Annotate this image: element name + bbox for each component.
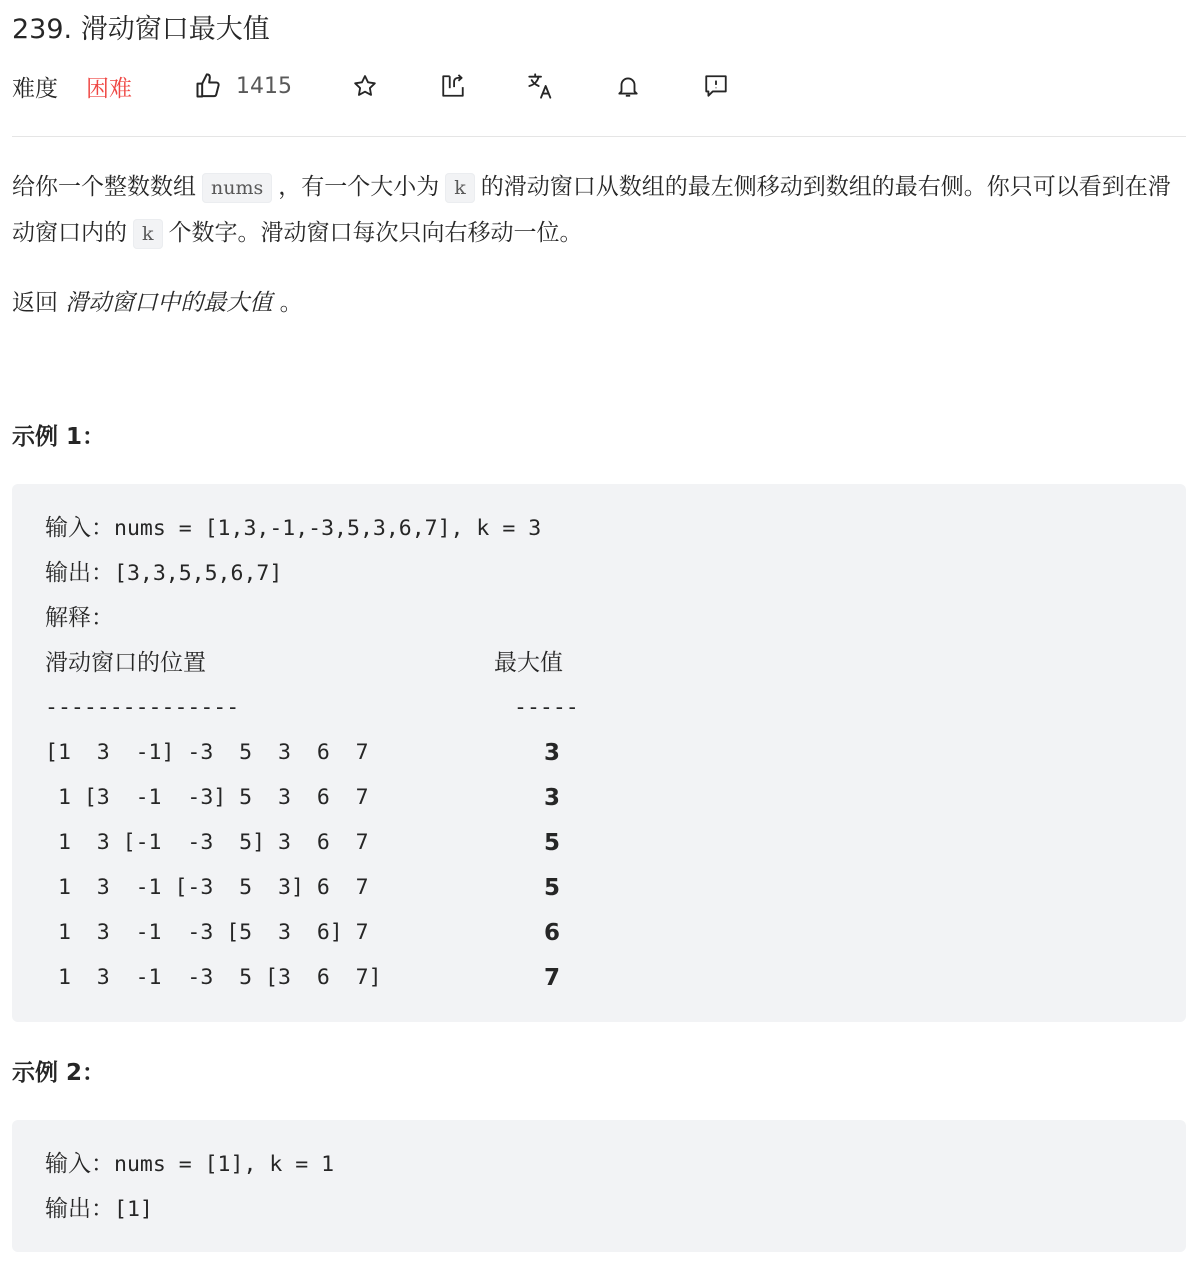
example-1-title: 示例 1：	[12, 424, 106, 450]
window-max: 3	[544, 785, 561, 811]
inline-code-nums: nums	[202, 173, 272, 203]
feedback-icon[interactable]	[700, 66, 732, 106]
inline-code-k: k	[133, 219, 163, 249]
example-2-code-block	[12, 1120, 1186, 1252]
window-max: 7	[544, 965, 561, 991]
window-row: [1 3 -1] -3 5 3 6 7	[45, 740, 369, 765]
example-1-code-block	[12, 484, 1186, 1022]
thumb-up-icon	[194, 72, 222, 100]
window-max: 6	[544, 920, 561, 946]
like-count: 1415	[236, 73, 292, 99]
share-icon[interactable]	[437, 66, 469, 106]
window-header-rule: ---------------	[45, 695, 240, 720]
window-max: 5	[544, 830, 561, 856]
like-button[interactable]	[194, 66, 292, 106]
header-divider	[12, 136, 1186, 137]
window-row: 1 3 [-1 -3 5] 3 6 7	[45, 830, 369, 855]
example-2-output: 输出：[1]	[45, 1196, 153, 1222]
window-row: 1 [3 -1 -3] 5 3 6 7	[45, 785, 369, 810]
problem-description: 给你一个整数数组 nums ，有一个大小为 k 的滑动窗口从数组的最左侧移动到数组的最右侧。你只可以看到在滑动窗口内的 k 个数字。滑动窗口每次只向右移动一位。	[12, 165, 1182, 257]
max-header: 最大值	[494, 650, 563, 676]
translate-icon[interactable]	[525, 66, 557, 106]
star-icon[interactable]	[349, 66, 381, 106]
problem-title: 239. 滑动窗口最大值	[12, 14, 270, 45]
example-1-explain-label: 解释：	[45, 605, 114, 631]
bell-icon[interactable]	[612, 66, 644, 106]
window-row: 1 3 -1 -3 [5 3 6] 7	[45, 920, 369, 945]
example-1-input: 输入：nums = [1,3,-1,-3,5,3,6,7], k = 3	[45, 515, 542, 541]
window-max: 5	[544, 875, 561, 901]
window-row: 1 3 -1 -3 5 [3 6 7]	[45, 965, 382, 990]
difficulty-value: 困难	[86, 75, 132, 102]
difficulty-label: 难度	[12, 75, 58, 102]
window-row: 1 3 -1 [-3 5 3] 6 7	[45, 875, 369, 900]
window-max: 3	[544, 740, 561, 766]
example-2-title: 示例 2：	[12, 1060, 106, 1086]
example-2-input: 输入：nums = [1], k = 1	[45, 1151, 335, 1177]
window-header: 滑动窗口的位置	[45, 650, 206, 676]
example-1-output: 输出：[3,3,5,5,6,7]	[45, 560, 283, 586]
inline-code-k: k	[445, 173, 475, 203]
max-header-rule: -----	[514, 695, 579, 720]
problem-meta-bar	[12, 66, 772, 106]
return-statement: 返回 滑动窗口中的最大值 。	[12, 290, 303, 316]
